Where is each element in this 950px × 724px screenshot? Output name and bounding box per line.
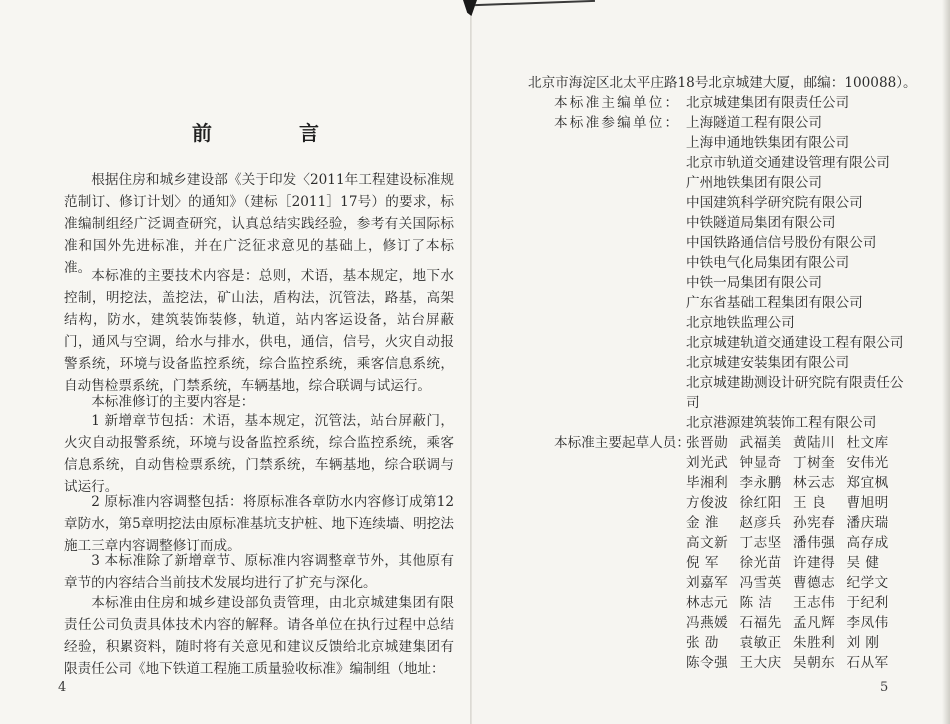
page-number-left: 4 — [58, 680, 67, 695]
drafter-name: 王大庆 — [739, 655, 782, 671]
drafter-name: 吴朝东 — [793, 655, 836, 671]
drafter-name: 曹德志 — [793, 575, 836, 591]
page-number-right: 5 — [880, 680, 889, 695]
drafter-name: 冯雪英 — [739, 575, 782, 591]
drafters-grid — [686, 433, 900, 673]
drafters-label: 本标准主要起草人员： — [554, 435, 690, 451]
drafter-name: 刘光武 — [686, 455, 729, 471]
participant-item: 中国建筑科学研究院有限公司 — [686, 195, 863, 211]
address-line: 北京市海淀区北太平庄路18号北京城建大厦，邮编：100088）。 — [528, 75, 917, 91]
drafter-name: 林志元 — [686, 595, 729, 611]
drafter-name: 孟凡辉 — [793, 615, 836, 631]
paragraph-intro: 根据住房和城乡建设部《关于印发〈2011年工程建设标准规范制订、修订计划〉的通知》（建标［2011］17号）的要求，标准编制组经广泛调查研究，认真总结实践经验，参考有关国际标准和国外先进标准，并在广泛征求意见的基础上，修订了本标准。 — [64, 172, 454, 276]
drafter-name: 毕湘利 — [686, 475, 729, 491]
chief-editor-unit: 北京城建集团有限责任公司 — [686, 95, 850, 111]
drafter-name: 袁敏正 — [739, 635, 782, 651]
participant-item: 北京城建安装集团有限公司 — [686, 355, 850, 371]
drafter-name: 潘伟强 — [793, 535, 836, 551]
participant-item: 上海申通地铁集团有限公司 — [686, 135, 850, 151]
drafter-name: 张 劭 — [686, 635, 720, 651]
participant-item: 中国铁路通信信号股份有限公司 — [686, 235, 877, 251]
drafter-name: 曹旭明 — [846, 495, 889, 511]
drafter-name: 徐光苗 — [739, 555, 782, 571]
drafter-name: 徐红阳 — [739, 495, 782, 511]
participant-item: 北京地铁监理公司 — [686, 315, 795, 331]
drafter-name: 倪 军 — [686, 555, 720, 571]
paragraph-revision-item-1: 1 新增章节包括：术语，基本规定，沉管法，站台屏蔽门，火灾自动报警系统，环境与设备监控系统，综合监控系统，乘客信息系统，自动售检票系统，门禁系统，车辆基地，综合联调与试运行。 — [64, 413, 454, 495]
paragraph-management: 本标准由住房和城乡建设部负责管理，由北京城建集团有限责任公司负责具体技术内容的解释。请各单位在执行过程中总结经验，积累资料，随时将有关意见和建议反馈给北京城建集团有限责任公司《地下铁道工程施工质量验收标准》编制组（地址： — [64, 595, 454, 677]
left-page — [0, 0, 472, 724]
chief-editor-label: 本标准主编单位： — [554, 95, 681, 111]
participant-item: 广州地铁集团有限公司 — [686, 175, 822, 191]
page-edge-shadow — [942, 0, 950, 724]
drafter-name: 黄陆川 — [793, 435, 836, 451]
participant-item: 中铁隧道局集团有限公司 — [686, 215, 836, 231]
participant-item: 中铁电气化局集团有限公司 — [686, 255, 850, 271]
participant-item: 上海隧道工程有限公司 — [686, 115, 822, 131]
drafter-name: 杜文库 — [846, 435, 889, 451]
drafter-name: 李凤伟 — [846, 615, 889, 631]
drafter-name: 钟显奇 — [739, 455, 782, 471]
drafter-name: 高文新 — [686, 535, 729, 551]
drafter-name: 林云志 — [793, 475, 836, 491]
drafter-name: 刘嘉军 — [686, 575, 729, 591]
page-title: 前 言 — [192, 121, 359, 145]
drafter-name: 石从军 — [846, 655, 889, 671]
drafter-name: 丁树奎 — [793, 455, 836, 471]
participant-item: 北京市轨道交通建设管理有限公司 — [686, 155, 890, 171]
paragraph-revision-item-3: 3 本标准除了新增章节、原标准内容调整章节外，其他原有章节的内容结合当前技术发展均进行了扩充与深化。 — [64, 553, 454, 591]
paragraph-main-content: 本标准的主要技术内容是：总则，术语，基本规定，地下水控制，明挖法，盖挖法，矿山法，盾构法，沉管法，路基，高架结构，防水，建筑装饰装修，轨道，站内客运设备，站台屏蔽门，通风与空调，给水与排水，供电，通信，信号，火灾自动报警系统，环境与设备监控系统，综合监控系统，乘客信息系统，自动售检票系统，门禁系统，车辆基地，综合联调与试运行。 — [64, 268, 454, 394]
participant-item: 中铁一局集团有限公司 — [686, 275, 822, 291]
drafter-name: 王 良 — [793, 495, 827, 511]
drafter-name: 石福先 — [739, 615, 782, 631]
participant-item: 广东省基础工程集团有限公司 — [686, 295, 863, 311]
drafter-name: 安伟光 — [846, 455, 889, 471]
drafter-name: 王志伟 — [793, 595, 836, 611]
drafter-name: 李永鹏 — [739, 475, 782, 491]
participant-list — [686, 113, 906, 433]
drafter-name: 方俊波 — [686, 495, 729, 511]
drafter-name: 郑宜枫 — [846, 475, 889, 491]
drafter-name: 于纪利 — [846, 595, 889, 611]
paragraph-revision-heading: 本标准修订的主要内容是： — [91, 394, 255, 410]
drafter-name: 孙宪春 — [793, 515, 836, 531]
drafter-name: 武福美 — [739, 435, 782, 451]
drafter-name: 冯燕媛 — [686, 615, 729, 631]
participant-item: 北京港源建筑装饰工程有限公司 — [686, 415, 877, 431]
drafter-name: 赵彦兵 — [739, 515, 782, 531]
paragraph-revision-item-2: 2 原标准内容调整包括：将原标准各章防水内容修订成第12章防水，第5章明挖法由原标准基坑支护桩、地下连续墙、明挖法施工三章内容调整修订而成。 — [64, 494, 454, 554]
drafter-name: 刘 刚 — [846, 635, 880, 651]
drafter-name: 纪学文 — [846, 575, 889, 591]
drafter-name: 张晋勋 — [686, 435, 729, 451]
participant-item: 北京城建勘测设计研究院有限责任公司 — [686, 375, 904, 411]
drafter-name: 潘庆瑞 — [846, 515, 889, 531]
participant-label: 本标准参编单位： — [554, 115, 681, 131]
drafter-name: 高存成 — [846, 535, 889, 551]
drafter-name: 陈令强 — [686, 655, 729, 671]
drafter-name: 陈 洁 — [739, 595, 773, 611]
drafter-name: 金 淮 — [686, 515, 720, 531]
drafter-name: 丁志坚 — [739, 535, 782, 551]
drafter-name: 吴 健 — [846, 555, 880, 571]
drafter-name: 许建得 — [793, 555, 836, 571]
drafter-name: 朱胜利 — [793, 635, 836, 651]
participant-item: 北京城建轨道交通建设工程有限公司 — [686, 335, 904, 351]
